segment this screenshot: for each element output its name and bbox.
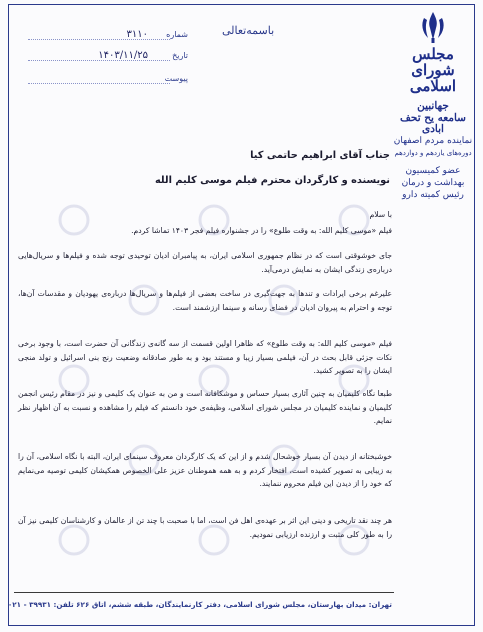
representative-name: جهانبین xyxy=(417,100,449,112)
number-value: ۳۱۱۰ xyxy=(126,29,148,40)
letter-number-field xyxy=(28,30,188,43)
representative-role: نماینده مردم اصفهان xyxy=(393,136,473,146)
emblem-icon xyxy=(418,10,448,44)
addressee-line-2: نویسنده و کارگردان محترم فیلم موسی کلیم الله xyxy=(154,175,390,186)
greeting: با سلام xyxy=(369,210,392,219)
footer-address: تهران: میدان بهارستان، مجلس شورای اسلامی، دفتر کارنمایندگان، طبقه ششم، اتاق ۶۲۶ تلفن: ۳۹۹۳۱ - ۰۲۱ xyxy=(7,600,392,609)
letter-date-field xyxy=(28,51,188,64)
footer-divider xyxy=(14,592,394,593)
attachment-label: پیوست xyxy=(164,74,188,83)
paragraph-1: فیلم «موسی کلیم الله: به وقت طلوع» را در جشنواره فیلم فجر ۱۴۰۳ تماشا کردم. xyxy=(131,226,392,235)
parliament-term: دوره‌های یازدهم و دوازدهم xyxy=(394,149,472,157)
committee-chair: رئیس کمیته دارو xyxy=(402,190,464,200)
parliament-title: مجلس شورای اسلامی xyxy=(409,45,457,95)
paragraph-4: فیلم «موسی کلیم الله: به وقت طلوع» که ظاهرا اولین قسمت از سه گانه‌ی زندگانی آن حضرت است، با وجود برخی نکات جزئی قابل بحث در آن، فیلمی بسیار زیبا و مستند بود و به طور صادقانه وضعیت رنج بنی اسرائیل و تولد منجی ایشان را به تصویر کشید. xyxy=(18,339,392,375)
paragraph-2: جای خوشوقتی است که در نظام جمهوری اسلامی ایران، به پیامبران ادیان توحیدی توجه شده و فیلم‌ها و سریال‌هایی درباره‌ی زندگی ایشان به نمایش درمی‌آید. xyxy=(18,251,392,274)
masthead xyxy=(393,10,473,201)
committee-member: عضو کمیسیون xyxy=(405,166,461,176)
date-value: ۱۴۰۳/۱۱/۲۵ xyxy=(98,50,148,61)
paragraph-5: طبعا نگاه کلیمیان به چنین آثاری بسیار حساس و موشکافانه است و من به عنوان یک کلیمی و نیز در مقام رئیس انجمن کلیمیان و نماینده کلیمیان در مجلس شورای اسلامی، وظیفه‌ی خود دانستم که فیلم را مشاهده و نسبت به آن اظهار نظر نمایم. xyxy=(18,389,392,425)
representative-surname: سامعه یح تحف ابادی xyxy=(400,112,466,135)
paragraph-3: علیرغم برخی ایرادات و تندها به جهت‌گیری در ساخت بعضی از فیلم‌ها و سریال‌ها درباره‌ی یهودیان و مقدسات آن‌ها، توجه و احترام به پیروان ادیان در فضای رسانه و سینما ارزشمند است. xyxy=(18,289,392,312)
attachment-field xyxy=(28,74,188,87)
date-label: تاریخ xyxy=(172,51,188,60)
paragraph-6: خوشبختانه از دیدن آن بسیار خوشحال شدم و از این که یک کارگردان معروف سینمای ایران، البته با نگاه اسلامی، آن را به زیبایی به تصویر کشیده است، افتخار کردم و به همه هموطنان عزیز علی الخصوص همکیشان کلیمی توصیه می‌نمایم که خود را از دیدن این فیلم محروم ننمایند. xyxy=(18,452,392,488)
paragraph-7: هر چند نقد تاریخی و دینی این اثر بر عهده‌ی اهل فن است، اما با صحبت با چند تن از عالمان و کارشناسان کلیمی نیز آن را به طور کلی مثبت و ارزنده ارزیابی نمودیم. xyxy=(18,516,392,539)
committee-name: بهداشت و درمان xyxy=(401,178,465,188)
addressee-line-1: جناب آقای ابراهیم حاتمی کیا xyxy=(250,150,390,161)
number-label: شماره xyxy=(166,30,188,39)
bismillah-heading: باسمه‌تعالی xyxy=(222,24,275,37)
